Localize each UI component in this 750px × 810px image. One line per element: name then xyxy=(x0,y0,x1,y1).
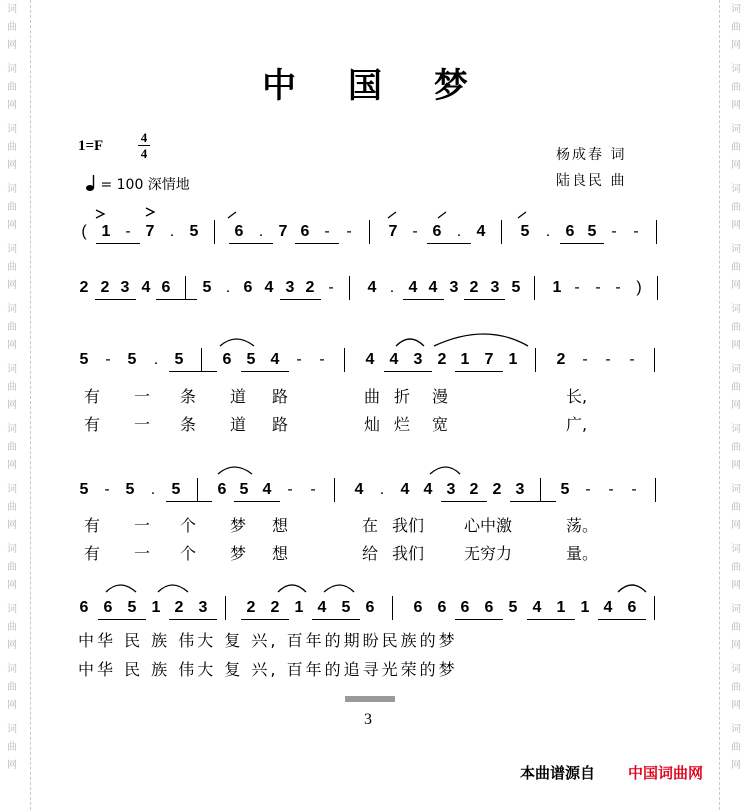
notation-mark: - xyxy=(412,223,418,240)
barline xyxy=(654,348,655,372)
beam-underline xyxy=(598,619,646,620)
note: 1 xyxy=(460,351,470,368)
note: 3 xyxy=(120,279,130,296)
notation-mark: - xyxy=(296,351,302,368)
lyric-word: 一 xyxy=(134,387,151,406)
watermark-char: 词 xyxy=(7,604,17,615)
watermark-char: 曲 xyxy=(7,262,17,273)
barline xyxy=(655,478,656,502)
note: 6 xyxy=(460,599,470,616)
notation-mark: ) xyxy=(636,279,642,296)
notation-mark: . xyxy=(169,223,175,240)
watermark-char: 曲 xyxy=(7,82,17,93)
lyric-word: 有 xyxy=(84,387,101,406)
barline xyxy=(369,220,370,244)
note: 4 xyxy=(354,481,364,498)
note: 3 xyxy=(285,279,295,296)
lyric-word: 一 xyxy=(134,544,151,563)
note: 2 xyxy=(100,279,110,296)
lyric-word: 路 xyxy=(272,415,289,434)
note: 1 xyxy=(556,599,566,616)
note: 4 xyxy=(365,351,375,368)
beam-underline xyxy=(427,243,471,244)
watermark-char: 词 xyxy=(731,4,741,15)
lyric-word: 想 xyxy=(272,544,289,563)
beam-underline xyxy=(169,619,217,620)
watermark-char: 网 xyxy=(7,640,17,651)
watermark-char: 词 xyxy=(731,64,741,75)
note: 7 xyxy=(388,223,398,240)
note: 3 xyxy=(413,351,423,368)
lyric-line-4a xyxy=(0,513,750,535)
note: 5 xyxy=(174,351,184,368)
watermark-char: 词 xyxy=(731,604,741,615)
barline xyxy=(334,478,335,502)
barline xyxy=(201,348,202,372)
note: 4 xyxy=(428,279,438,296)
watermark-char: 网 xyxy=(7,280,17,291)
notation-mark: - xyxy=(319,351,325,368)
watermark-char: 词 xyxy=(731,544,741,555)
watermark-char: 词 xyxy=(731,184,741,195)
note: 2 xyxy=(469,481,479,498)
notation-line-1 xyxy=(76,222,672,248)
note: 5 xyxy=(171,481,181,498)
beam-underline xyxy=(295,243,339,244)
beam-underline xyxy=(234,501,280,502)
notation-mark: - xyxy=(615,279,621,296)
note: 1 xyxy=(294,599,304,616)
note: 5 xyxy=(587,223,597,240)
note: 6 xyxy=(234,223,244,240)
watermark-char: 曲 xyxy=(7,202,17,213)
watermark-char: 词 xyxy=(7,724,17,735)
watermark-char: 词 xyxy=(731,424,741,435)
watermark-char: 词 xyxy=(731,664,741,675)
watermark-char: 网 xyxy=(731,580,741,591)
watermark-char: 曲 xyxy=(731,442,741,453)
watermark-char: 词 xyxy=(7,184,17,195)
watermark-char: 曲 xyxy=(731,502,741,513)
lyric-word: 在 xyxy=(362,516,379,535)
watermark-char: 词 xyxy=(731,124,741,135)
notation-mark: . xyxy=(456,223,462,240)
note: 6 xyxy=(437,599,447,616)
note: 5 xyxy=(79,351,89,368)
note: 2 xyxy=(246,599,256,616)
notation-mark: - xyxy=(324,223,330,240)
note: 2 xyxy=(270,599,280,616)
barline xyxy=(654,596,655,620)
barline xyxy=(225,596,226,620)
lyric-word: 有 xyxy=(84,544,101,563)
watermark-char: 词 xyxy=(7,484,17,495)
watermark-char: 网 xyxy=(731,340,741,351)
page-number: 3 xyxy=(364,711,372,728)
note: 1 xyxy=(508,351,518,368)
notation-mark: - xyxy=(328,279,334,296)
notation-mark: - xyxy=(633,223,639,240)
note: 4 xyxy=(476,223,486,240)
watermark-char: 网 xyxy=(731,280,741,291)
watermark-char: 词 xyxy=(7,124,17,135)
note: 6 xyxy=(413,599,423,616)
watermark-char: 曲 xyxy=(7,502,17,513)
note: 4 xyxy=(389,351,399,368)
notation-mark: - xyxy=(605,351,611,368)
lyric-word: 梦 xyxy=(230,544,247,563)
note: 4 xyxy=(317,599,327,616)
note: 7 xyxy=(484,351,494,368)
source-label: 本曲谱源自 xyxy=(520,764,596,782)
notation-mark: . xyxy=(379,481,385,498)
beam-underline xyxy=(527,619,575,620)
barline xyxy=(540,478,541,502)
beam-underline xyxy=(510,501,556,502)
note: 6 xyxy=(365,599,375,616)
notation-mark: - xyxy=(287,481,293,498)
watermark-char: 词 xyxy=(731,484,741,495)
notation-mark: . xyxy=(153,351,159,368)
beam-underline xyxy=(312,619,360,620)
notation-mark: - xyxy=(105,351,111,368)
note: 6 xyxy=(161,279,171,296)
note: 6 xyxy=(627,599,637,616)
lyric-word: 一 xyxy=(134,516,151,535)
notation-line-4 xyxy=(76,480,672,506)
note: 3 xyxy=(490,279,500,296)
watermark-char: 曲 xyxy=(731,82,741,93)
time-signature xyxy=(138,131,150,160)
lyric-word: 想 xyxy=(272,516,289,535)
lyric-line-3b xyxy=(0,412,750,434)
watermark-char: 曲 xyxy=(731,562,741,573)
watermark-char: 网 xyxy=(7,400,17,411)
note: 6 xyxy=(243,279,253,296)
note: 1 xyxy=(101,223,111,240)
lyric-word: 长, xyxy=(566,387,588,406)
watermark-char: 网 xyxy=(7,520,17,531)
note: 4 xyxy=(603,599,613,616)
watermark-char: 网 xyxy=(7,760,17,771)
watermark-char: 词 xyxy=(7,664,17,675)
tempo-text: = 100 深情地 xyxy=(100,177,190,193)
note: 4 xyxy=(408,279,418,296)
lyric-word: 个 xyxy=(180,544,197,563)
watermark-char: 词 xyxy=(731,364,741,375)
barline xyxy=(185,276,186,300)
notation-line-2 xyxy=(76,278,672,304)
notation-mark: . xyxy=(225,279,231,296)
watermark-char: 网 xyxy=(731,760,741,771)
watermark-char: 网 xyxy=(731,40,741,51)
beam-underline xyxy=(96,243,140,244)
note: 3 xyxy=(198,599,208,616)
note: 2 xyxy=(79,279,89,296)
note: 1 xyxy=(580,599,590,616)
beam-underline xyxy=(464,299,505,300)
barline xyxy=(214,220,215,244)
note: 5 xyxy=(125,481,135,498)
note: 5 xyxy=(189,223,199,240)
note: 7 xyxy=(145,223,155,240)
watermark-char: 网 xyxy=(731,220,741,231)
notation-mark: - xyxy=(585,481,591,498)
watermark-char: 曲 xyxy=(731,22,741,33)
watermark-char: 曲 xyxy=(7,682,17,693)
lyric-word: 心中激 xyxy=(464,516,513,535)
notation-mark: - xyxy=(595,279,601,296)
notation-mark: - xyxy=(104,481,110,498)
watermark-char: 网 xyxy=(7,580,17,591)
watermark-char: 曲 xyxy=(7,442,17,453)
watermark-char: 网 xyxy=(7,340,17,351)
beam-underline xyxy=(156,299,197,300)
beam-underline xyxy=(95,299,136,300)
notation-mark: - xyxy=(310,481,316,498)
watermark-char: 网 xyxy=(731,400,741,411)
barline xyxy=(656,220,657,244)
watermark-char: 网 xyxy=(731,160,741,171)
note: 6 xyxy=(103,599,113,616)
note: 5 xyxy=(202,279,212,296)
lyric-word: 条 xyxy=(180,387,197,406)
lyric-line-4b xyxy=(0,541,750,563)
note: 4 xyxy=(423,481,433,498)
note: 2 xyxy=(469,279,479,296)
note: 6 xyxy=(217,481,227,498)
lyric-word: 有 xyxy=(84,415,101,434)
beam-underline xyxy=(455,619,503,620)
notation-mark: - xyxy=(629,351,635,368)
note: 6 xyxy=(432,223,442,240)
note: 2 xyxy=(437,351,447,368)
watermark-char: 词 xyxy=(7,544,17,555)
lyric-word: 道 xyxy=(230,387,247,406)
watermark-char: 词 xyxy=(7,364,17,375)
note: 6 xyxy=(79,599,89,616)
lyric-word: 路 xyxy=(272,387,289,406)
note: 4 xyxy=(270,351,280,368)
lyric-word: 量。 xyxy=(566,544,599,563)
composer-credit: 陆良民 曲 xyxy=(556,173,627,189)
lyric-word: 给 xyxy=(362,544,379,563)
barline xyxy=(534,276,535,300)
beam-underline xyxy=(229,243,273,244)
lyric-line-5a: 中华 民 族 伟大 复 兴, 百年的期盼民族的梦 xyxy=(78,631,458,650)
beam-underline xyxy=(441,501,487,502)
notation-mark: - xyxy=(608,481,614,498)
lyric-line-5b: 中华 民 族 伟大 复 兴, 百年的追寻光荣的梦 xyxy=(78,660,458,679)
beam-underline xyxy=(384,371,432,372)
note: 2 xyxy=(305,279,315,296)
note: 4 xyxy=(367,279,377,296)
notation-mark: - xyxy=(125,223,131,240)
note: 5 xyxy=(520,223,530,240)
note: 5 xyxy=(508,599,518,616)
watermark-char: 词 xyxy=(7,304,17,315)
watermark-char: 词 xyxy=(731,724,741,735)
notation-line-3 xyxy=(76,350,672,376)
note: 6 xyxy=(222,351,232,368)
note: 1 xyxy=(151,599,161,616)
barline xyxy=(501,220,502,244)
note: 3 xyxy=(446,481,456,498)
note: 5 xyxy=(341,599,351,616)
barline xyxy=(349,276,350,300)
note: 2 xyxy=(556,351,566,368)
lyric-word: 漫 xyxy=(432,387,449,406)
watermark-char: 曲 xyxy=(7,562,17,573)
beam-underline xyxy=(241,371,289,372)
barline xyxy=(392,596,393,620)
note: 4 xyxy=(262,481,272,498)
watermark-char: 词 xyxy=(731,244,741,255)
lyric-word: 宽 xyxy=(432,415,449,434)
lyricist-credit: 杨成春 词 xyxy=(556,147,627,163)
note: 7 xyxy=(278,223,288,240)
lyric-word: 一 xyxy=(134,415,151,434)
watermark-char: 网 xyxy=(7,700,17,711)
lyric-word: 我们 xyxy=(392,516,425,535)
note: 6 xyxy=(484,599,494,616)
note: 5 xyxy=(246,351,256,368)
watermark-char: 曲 xyxy=(731,682,741,693)
watermark-char: 曲 xyxy=(731,742,741,753)
key-signature: 1=F xyxy=(78,138,104,154)
lyric-word: 广, xyxy=(566,415,588,434)
watermark-char: 网 xyxy=(7,160,17,171)
note: 5 xyxy=(127,351,137,368)
barline xyxy=(344,348,345,372)
lyric-word: 我们 xyxy=(392,544,425,563)
lyric-word: 烂 xyxy=(394,415,411,434)
notation-mark: - xyxy=(582,351,588,368)
watermark-char: 曲 xyxy=(7,22,17,33)
watermark-char: 词 xyxy=(7,244,17,255)
barline xyxy=(657,276,658,300)
watermark-char: 曲 xyxy=(7,742,17,753)
note: 5 xyxy=(79,481,89,498)
tempo-marking xyxy=(86,174,190,194)
notation-mark: . xyxy=(258,223,264,240)
lyric-word: 梦 xyxy=(230,516,247,535)
lyric-word: 荡。 xyxy=(566,516,599,535)
notation-mark: - xyxy=(611,223,617,240)
beam-underline xyxy=(166,501,212,502)
note: 3 xyxy=(515,481,525,498)
note: 4 xyxy=(400,481,410,498)
beam-underline xyxy=(98,619,146,620)
watermark-char: 词 xyxy=(7,424,17,435)
beam-underline xyxy=(455,371,503,372)
note: 2 xyxy=(492,481,502,498)
note: 4 xyxy=(264,279,274,296)
quarter-note-icon xyxy=(86,174,96,192)
lyric-word: 折 xyxy=(394,387,411,406)
watermark-char: 曲 xyxy=(7,382,17,393)
lyric-word: 曲 xyxy=(364,387,381,406)
lyric-word: 无穷力 xyxy=(464,544,513,563)
note: 5 xyxy=(511,279,521,296)
lyric-word: 灿 xyxy=(364,415,381,434)
note: 5 xyxy=(239,481,249,498)
watermark-char: 网 xyxy=(731,520,741,531)
watermark-char: 曲 xyxy=(7,622,17,633)
note: 1 xyxy=(552,279,562,296)
watermark-char: 曲 xyxy=(731,622,741,633)
note: 4 xyxy=(141,279,151,296)
beam-underline xyxy=(241,619,289,620)
watermark-char: 词 xyxy=(731,304,741,315)
beam-underline xyxy=(560,243,604,244)
beam-underline xyxy=(169,371,217,372)
watermark-char: 词 xyxy=(7,4,17,15)
page-title: 中 国 梦 xyxy=(262,66,488,106)
lyric-word: 个 xyxy=(180,516,197,535)
barline xyxy=(197,478,198,502)
source-site-link[interactable]: 中国词曲网 xyxy=(628,764,704,782)
note: 5 xyxy=(127,599,137,616)
watermark-char: 词 xyxy=(7,64,17,75)
barline xyxy=(535,348,536,372)
watermark-char: 网 xyxy=(7,220,17,231)
notation-mark: ( xyxy=(81,223,87,240)
watermark-char: 网 xyxy=(731,640,741,651)
notation-line-5 xyxy=(76,598,672,624)
watermark-char: 曲 xyxy=(731,202,741,213)
note: 6 xyxy=(300,223,310,240)
time-signature-bottom: 4 xyxy=(140,146,148,161)
watermark-char: 网 xyxy=(7,100,17,111)
beam-underline xyxy=(403,299,444,300)
watermark-char: 网 xyxy=(731,100,741,111)
lyric-word: 道 xyxy=(230,415,247,434)
watermark-char: 曲 xyxy=(731,382,741,393)
watermark-char: 曲 xyxy=(731,322,741,333)
watermark-char: 网 xyxy=(7,460,17,471)
time-signature-top: 4 xyxy=(140,130,148,145)
note: 3 xyxy=(449,279,459,296)
beam-underline xyxy=(280,299,321,300)
notation-mark: - xyxy=(631,481,637,498)
watermark-char: 曲 xyxy=(7,322,17,333)
lyric-line-3a xyxy=(0,384,750,406)
page-number-bar xyxy=(345,696,395,702)
lyric-word: 有 xyxy=(84,516,101,535)
lyric-word: 条 xyxy=(180,415,197,434)
note: 2 xyxy=(174,599,184,616)
watermark-char: 曲 xyxy=(7,142,17,153)
watermark-char: 网 xyxy=(731,460,741,471)
notation-mark: . xyxy=(389,279,395,296)
watermark-char: 网 xyxy=(731,700,741,711)
notation-mark: - xyxy=(346,223,352,240)
note: 6 xyxy=(565,223,575,240)
notation-mark: . xyxy=(545,223,551,240)
note: 5 xyxy=(560,481,570,498)
note: 4 xyxy=(532,599,542,616)
watermark-char: 网 xyxy=(7,40,17,51)
notation-mark: - xyxy=(574,279,580,296)
watermark-char: 曲 xyxy=(731,142,741,153)
watermark-char: 曲 xyxy=(731,262,741,273)
notation-mark: . xyxy=(150,481,156,498)
